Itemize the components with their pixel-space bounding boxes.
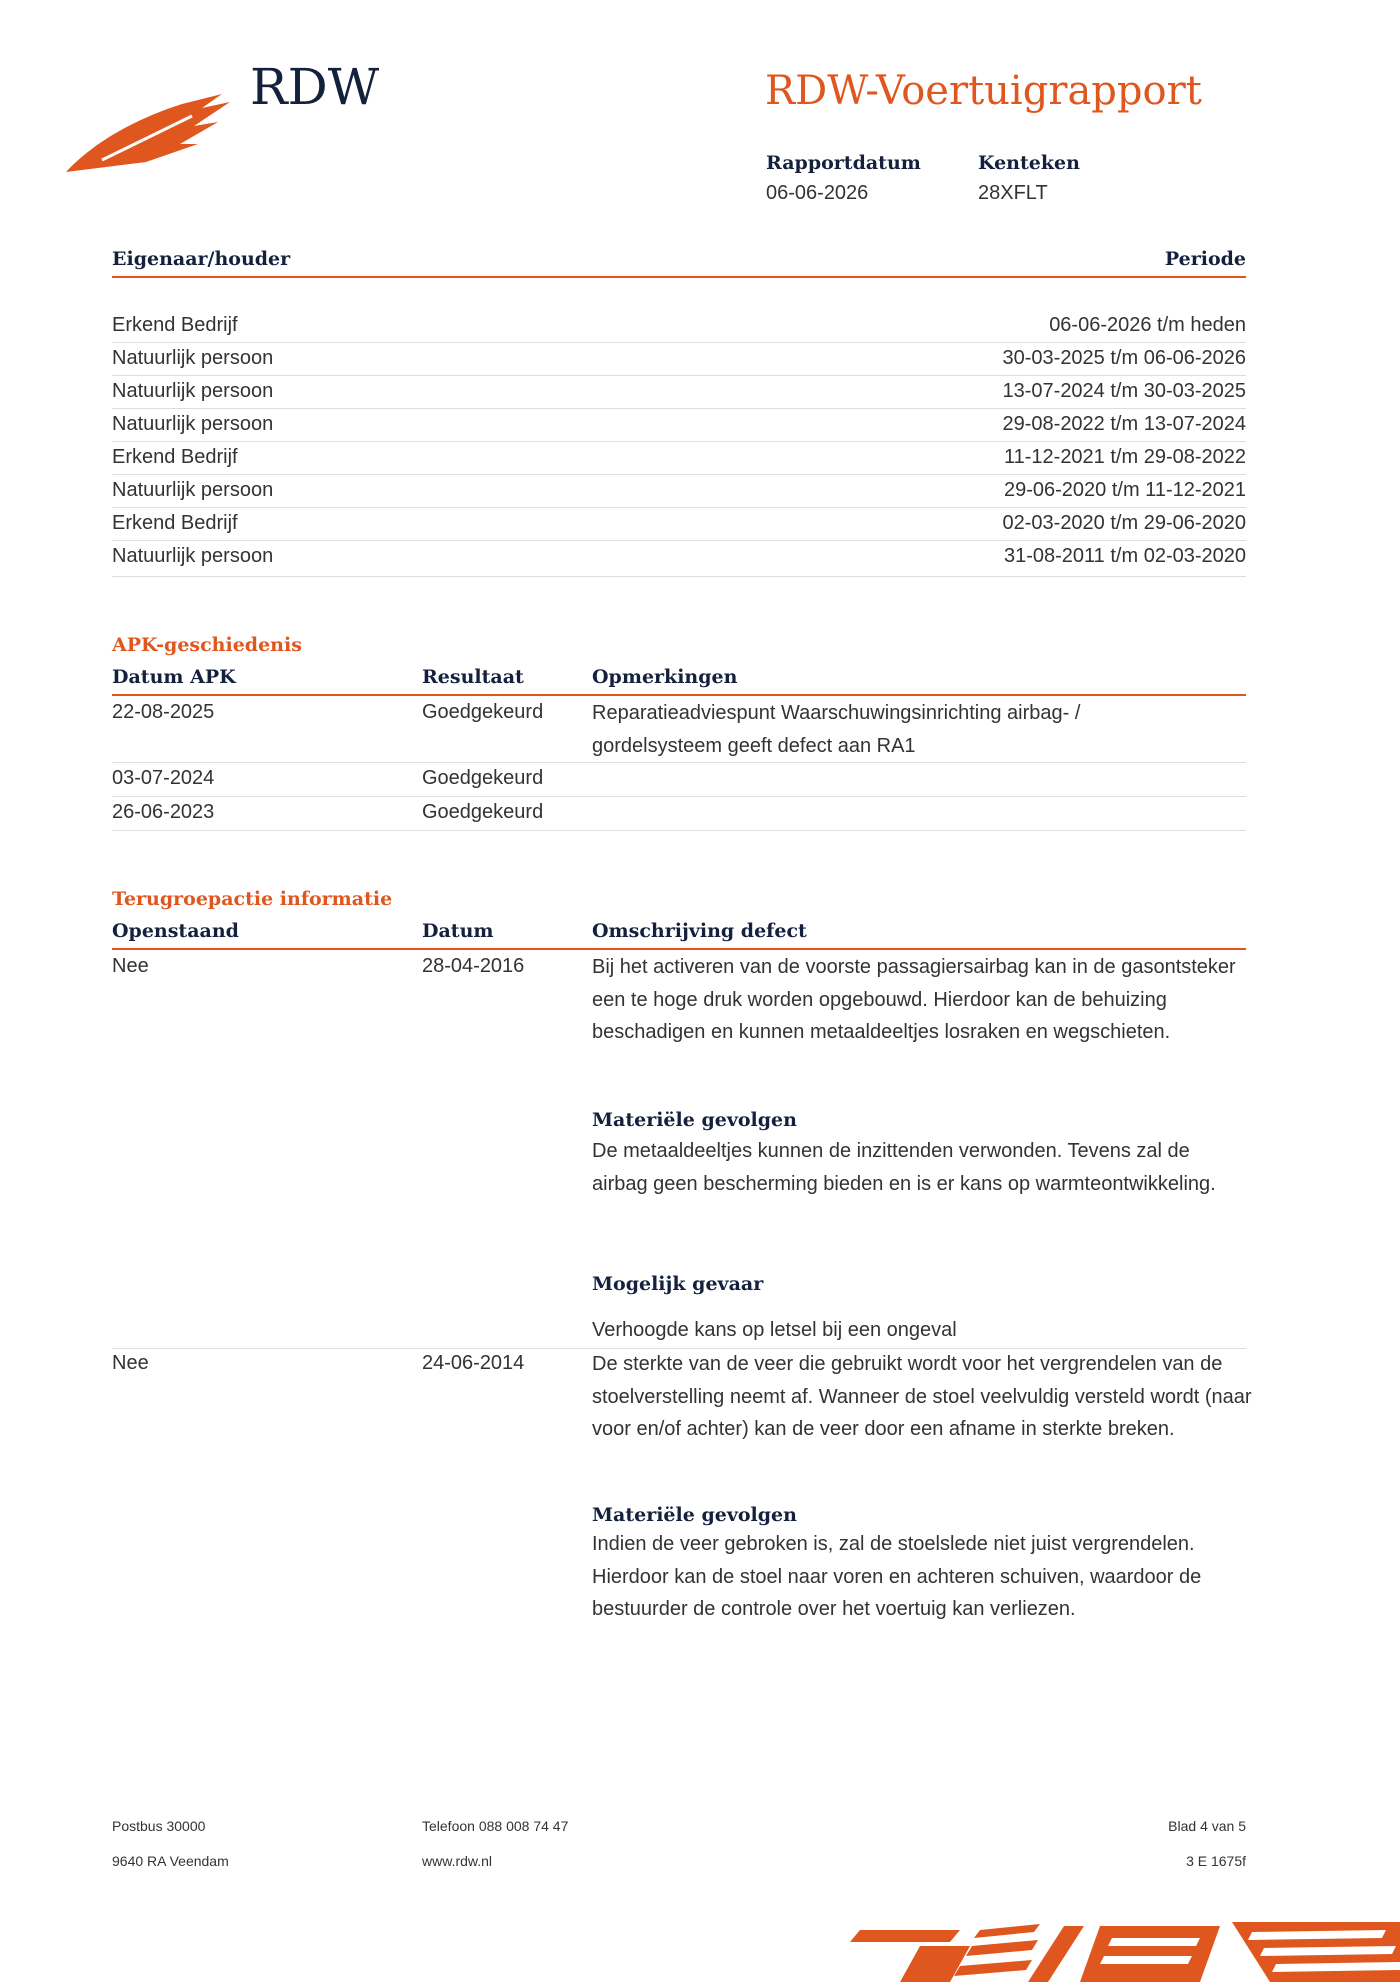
owner-period: 02-03-2020 t/m 29-06-2020 [1002,512,1246,534]
recall-description: De sterkte van de veer die gebruikt wordt voor het vergrendelen van de stoelverstelling neemt af. Wanneer de stoel veelvuldig versteld wordt (naar voor en/of achter) kan de veer door een afname in sterkte breken. [592,1353,1252,1440]
owner-type: Natuurlijk persoon [112,545,274,567]
apk-date-column-header: Datum APK [112,666,236,688]
owner-period: 30-03-2025 t/m 06-06-2026 [1002,347,1246,369]
owner-period: 29-06-2020 t/m 11-12-2021 [1003,479,1246,501]
consequences-label: Materiële gevolgen [592,1109,797,1131]
report-title: RDW-Voertuigrapport [765,68,1202,114]
apk-result-column-header: Resultaat [422,666,524,688]
recall-description-column-header: Omschrijving defect [592,920,807,942]
owner-row [112,475,1246,507]
owner-type: Erkend Bedrijf [112,446,238,468]
owner-row [112,310,1246,342]
recall-date: 24-06-2014 [422,1352,525,1374]
owner-row [112,541,1246,573]
rdw-stripes-graphic [800,1908,1400,1982]
apk-section-title: APK-geschiedenis [112,634,302,656]
apk-result: Goedgekeurd [422,767,544,789]
row-divider [112,830,1246,831]
owner-type: Natuurlijk persoon [112,347,274,369]
footer-phone: Telefoon 088 008 74 47 [422,1818,569,1834]
recall-open-column-header: Openstaand [112,920,239,942]
owner-period: 13-07-2024 t/m 30-03-2025 [1002,380,1246,402]
report-date-label: Rapportdatum [766,152,921,174]
owner-row [112,442,1246,474]
owner-row [112,343,1246,375]
apk-row [112,763,1246,795]
recall-section-title: Terugroepactie informatie [112,888,393,910]
recall-description: Bij het activeren van de voorste passagiersairbag kan in de gasontsteker een te hoge druk worden opgebouwd. Hierdoor kan de behuizing beschadigen en kunnen metaaldeeltjes losraken en wegschieten. [592,956,1236,1043]
consequences-label: Materiële gevolgen [592,1504,797,1526]
footer-page-number: Blad 4 van 5 [1168,1818,1246,1834]
apk-date: 26-06-2023 [112,801,215,823]
owner-period: 06-06-2026 t/m heden [1049,314,1246,336]
apk-remarks: Reparatieadviespunt Waarschuwingsinrichting airbag- / gordelsysteem geeft defect aan RA1 [592,702,1081,757]
owner-row [112,409,1246,441]
plate-label: Kenteken [978,152,1080,174]
apk-date: 03-07-2024 [112,767,215,789]
footer-website: www.rdw.nl [422,1853,493,1869]
rdw-logo-icon [62,86,232,178]
danger-label: Mogelijk gevaar [592,1273,764,1295]
recall-open: Nee [112,955,149,977]
recall-date: 28-04-2016 [422,955,525,977]
owner-type: Natuurlijk persoon [112,479,274,501]
recall-date-column-header: Datum [422,920,494,942]
owner-period: 29-08-2022 t/m 13-07-2024 [1002,413,1246,435]
owner-type: Erkend Bedrijf [112,512,238,534]
consequences-text: Indien de veer gebroken is, zal de stoelslede niet juist vergrendelen. Hierdoor kan de stoel naar voren en achteren schuiven, waardoor de bestuurder de controle over het voertuig kan verliezen. [592,1533,1202,1620]
footer-address-line2: 9640 RA Veendam [112,1853,229,1869]
footer-address-line1: Postbus 30000 [112,1818,206,1834]
owner-period: 11-12-2021 t/m 29-08-2022 [1003,446,1246,468]
recall-header-rule [112,948,1246,950]
owner-row [112,376,1246,408]
recall-open: Nee [112,1352,149,1374]
owner-type: Natuurlijk persoon [112,380,274,402]
apk-header-rule [112,694,1246,696]
apk-row [112,797,1246,829]
apk-row [112,697,1246,763]
period-column-header: Periode [1164,248,1246,270]
apk-result: Goedgekeurd [422,801,544,823]
apk-date: 22-08-2025 [112,701,215,723]
owner-row [112,508,1246,540]
apk-result: Goedgekeurd [422,701,544,723]
owners-header-rule [112,276,1246,278]
row-divider [112,576,1246,577]
owner-type: Erkend Bedrijf [112,314,238,336]
apk-remarks-column-header: Opmerkingen [592,666,738,688]
owner-period: 31-08-2011 t/m 02-03-2020 [1003,545,1246,567]
owner-column-header: Eigenaar/houder [112,248,291,270]
consequences-text: De metaaldeeltjes kunnen de inzittenden verwonden. Tevens zal de airbag geen bescherming bieden en is er kans op warmteontwikkeling. [592,1140,1216,1195]
report-date: 06-06-2026 [766,182,869,204]
brand-name: RDW [250,58,380,116]
plate-number: 28XFLT [978,182,1048,204]
owner-type: Natuurlijk persoon [112,413,274,435]
danger-text: Verhoogde kans op letsel bij een ongeval [592,1319,957,1341]
footer-document-code: 3 E 1675f [1186,1853,1246,1869]
